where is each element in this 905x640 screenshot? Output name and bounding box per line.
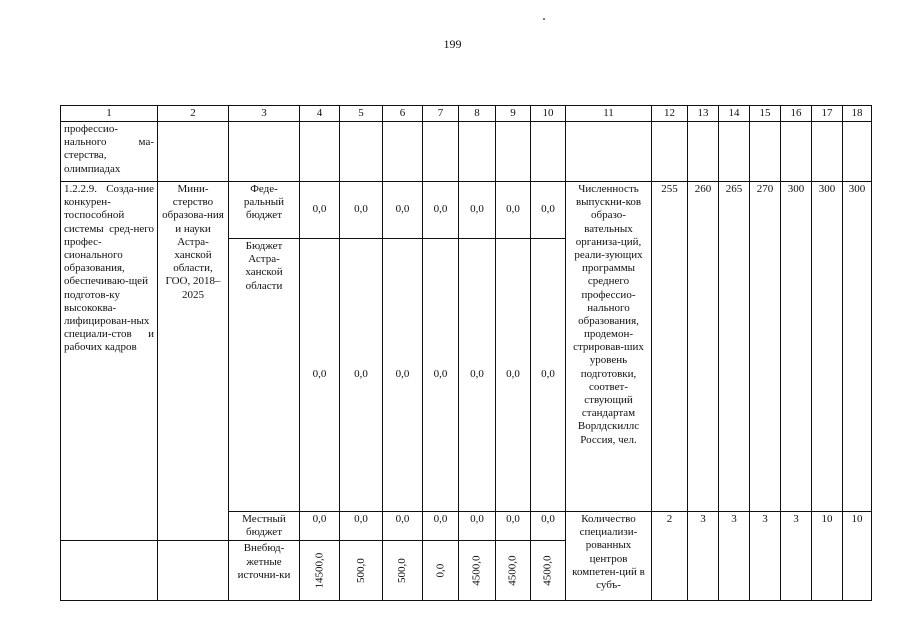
- continued-measure-text: профессио-нального ма-стерства, олимпиадах: [61, 122, 158, 182]
- funding-value: 0,0: [531, 512, 566, 541]
- indicator-value: 270: [750, 182, 781, 512]
- funding-value: 14500,0: [300, 541, 340, 601]
- funding-value: 0,0: [300, 182, 340, 239]
- indicator-value: 3: [781, 512, 812, 601]
- funding-source: Феде-ральный бюджет: [229, 182, 300, 239]
- col-header: 13: [688, 106, 719, 122]
- funding-source: Бюджет Астра-ханской области: [229, 239, 300, 512]
- indicator-value: 2: [652, 512, 688, 601]
- col-header: 10: [531, 106, 566, 122]
- indicator-name: Численность выпускни-ков образо-вательных организа-ций, реали-зующих программы среднего профессио-нального образования, продемон-стрировав-ших уровень подготовки, соответ-ствующий стандартам Ворлдскиллс Россия, чел.: [566, 182, 652, 512]
- indicator-value: 3: [719, 512, 750, 601]
- funding-value: 500,0: [383, 541, 423, 601]
- col-header: 6: [383, 106, 423, 122]
- program-table: [60, 105, 872, 601]
- indicator-value: 265: [719, 182, 750, 512]
- col-header: 5: [340, 106, 383, 122]
- col-header: 17: [812, 106, 843, 122]
- scan-speck: [543, 18, 545, 20]
- funding-value: 0,0: [300, 239, 340, 512]
- col-header: 15: [750, 106, 781, 122]
- funding-value: 0,0: [383, 182, 423, 239]
- col-header: 3: [229, 106, 300, 122]
- col-header: 4: [300, 106, 340, 122]
- funding-value: 500,0: [340, 541, 383, 601]
- measure-executor: Мини-стерство образова-ния и науки Астра-ханской области, ГОО, 2018–2025: [158, 182, 229, 541]
- measure-title: 1.2.2.9. Созда-ние конкурен-тоспособной системы сред-него профес-сионального образования, обеспечиваю-щей подготов-ку высококва-лифицирован-ных специали-стов и рабочих кадров: [61, 182, 158, 541]
- funding-value: 0,0: [340, 182, 383, 239]
- header-row: [61, 106, 872, 122]
- col-header: 14: [719, 106, 750, 122]
- funding-source: Внебюд-жетные источни-ки: [229, 541, 300, 601]
- col-header: 7: [423, 106, 459, 122]
- funding-value: 0,0: [496, 239, 531, 512]
- funding-value: 4500,0: [459, 541, 496, 601]
- indicator-value: 3: [688, 512, 719, 601]
- col-header: 18: [843, 106, 872, 122]
- funding-value: 0,0: [459, 512, 496, 541]
- col-header: 2: [158, 106, 229, 122]
- funding-value: 0,0: [340, 239, 383, 512]
- funding-value: 4500,0: [496, 541, 531, 601]
- table-row: [61, 122, 872, 182]
- funding-value: 0,0: [423, 182, 459, 239]
- indicator-value: 255: [652, 182, 688, 512]
- indicator-value: 10: [843, 512, 872, 601]
- indicator-value: 3: [750, 512, 781, 601]
- funding-value: 0,0: [340, 512, 383, 541]
- funding-value: 0,0: [423, 239, 459, 512]
- funding-value: 0,0: [383, 512, 423, 541]
- indicator-value: 300: [781, 182, 812, 512]
- indicator-value: 300: [843, 182, 872, 512]
- indicator-name: Количество специализи-рованных центров компетен-ций в субъ-: [566, 512, 652, 601]
- funding-value: 0,0: [383, 239, 423, 512]
- page-number: 199: [443, 37, 462, 51]
- funding-value: 0,0: [459, 182, 496, 239]
- col-header: 16: [781, 106, 812, 122]
- funding-value: 0,0: [496, 512, 531, 541]
- funding-value: 4500,0: [531, 541, 566, 601]
- col-header: 12: [652, 106, 688, 122]
- funding-source: Местный бюджет: [229, 512, 300, 541]
- funding-value: 0,0: [496, 182, 531, 239]
- indicator-value: 300: [812, 182, 843, 512]
- indicator-value: 260: [688, 182, 719, 512]
- col-header: 8: [459, 106, 496, 122]
- funding-value: 0,0: [300, 512, 340, 541]
- indicator-value: 10: [812, 512, 843, 601]
- col-header: 11: [566, 106, 652, 122]
- col-header: 9: [496, 106, 531, 122]
- table-row: [61, 182, 872, 239]
- funding-value: 0,0: [423, 541, 459, 601]
- funding-value: 0,0: [423, 512, 459, 541]
- funding-value: 0,0: [531, 182, 566, 239]
- col-header: 1: [61, 106, 158, 122]
- funding-value: 0,0: [459, 239, 496, 512]
- funding-value: 0,0: [531, 239, 566, 512]
